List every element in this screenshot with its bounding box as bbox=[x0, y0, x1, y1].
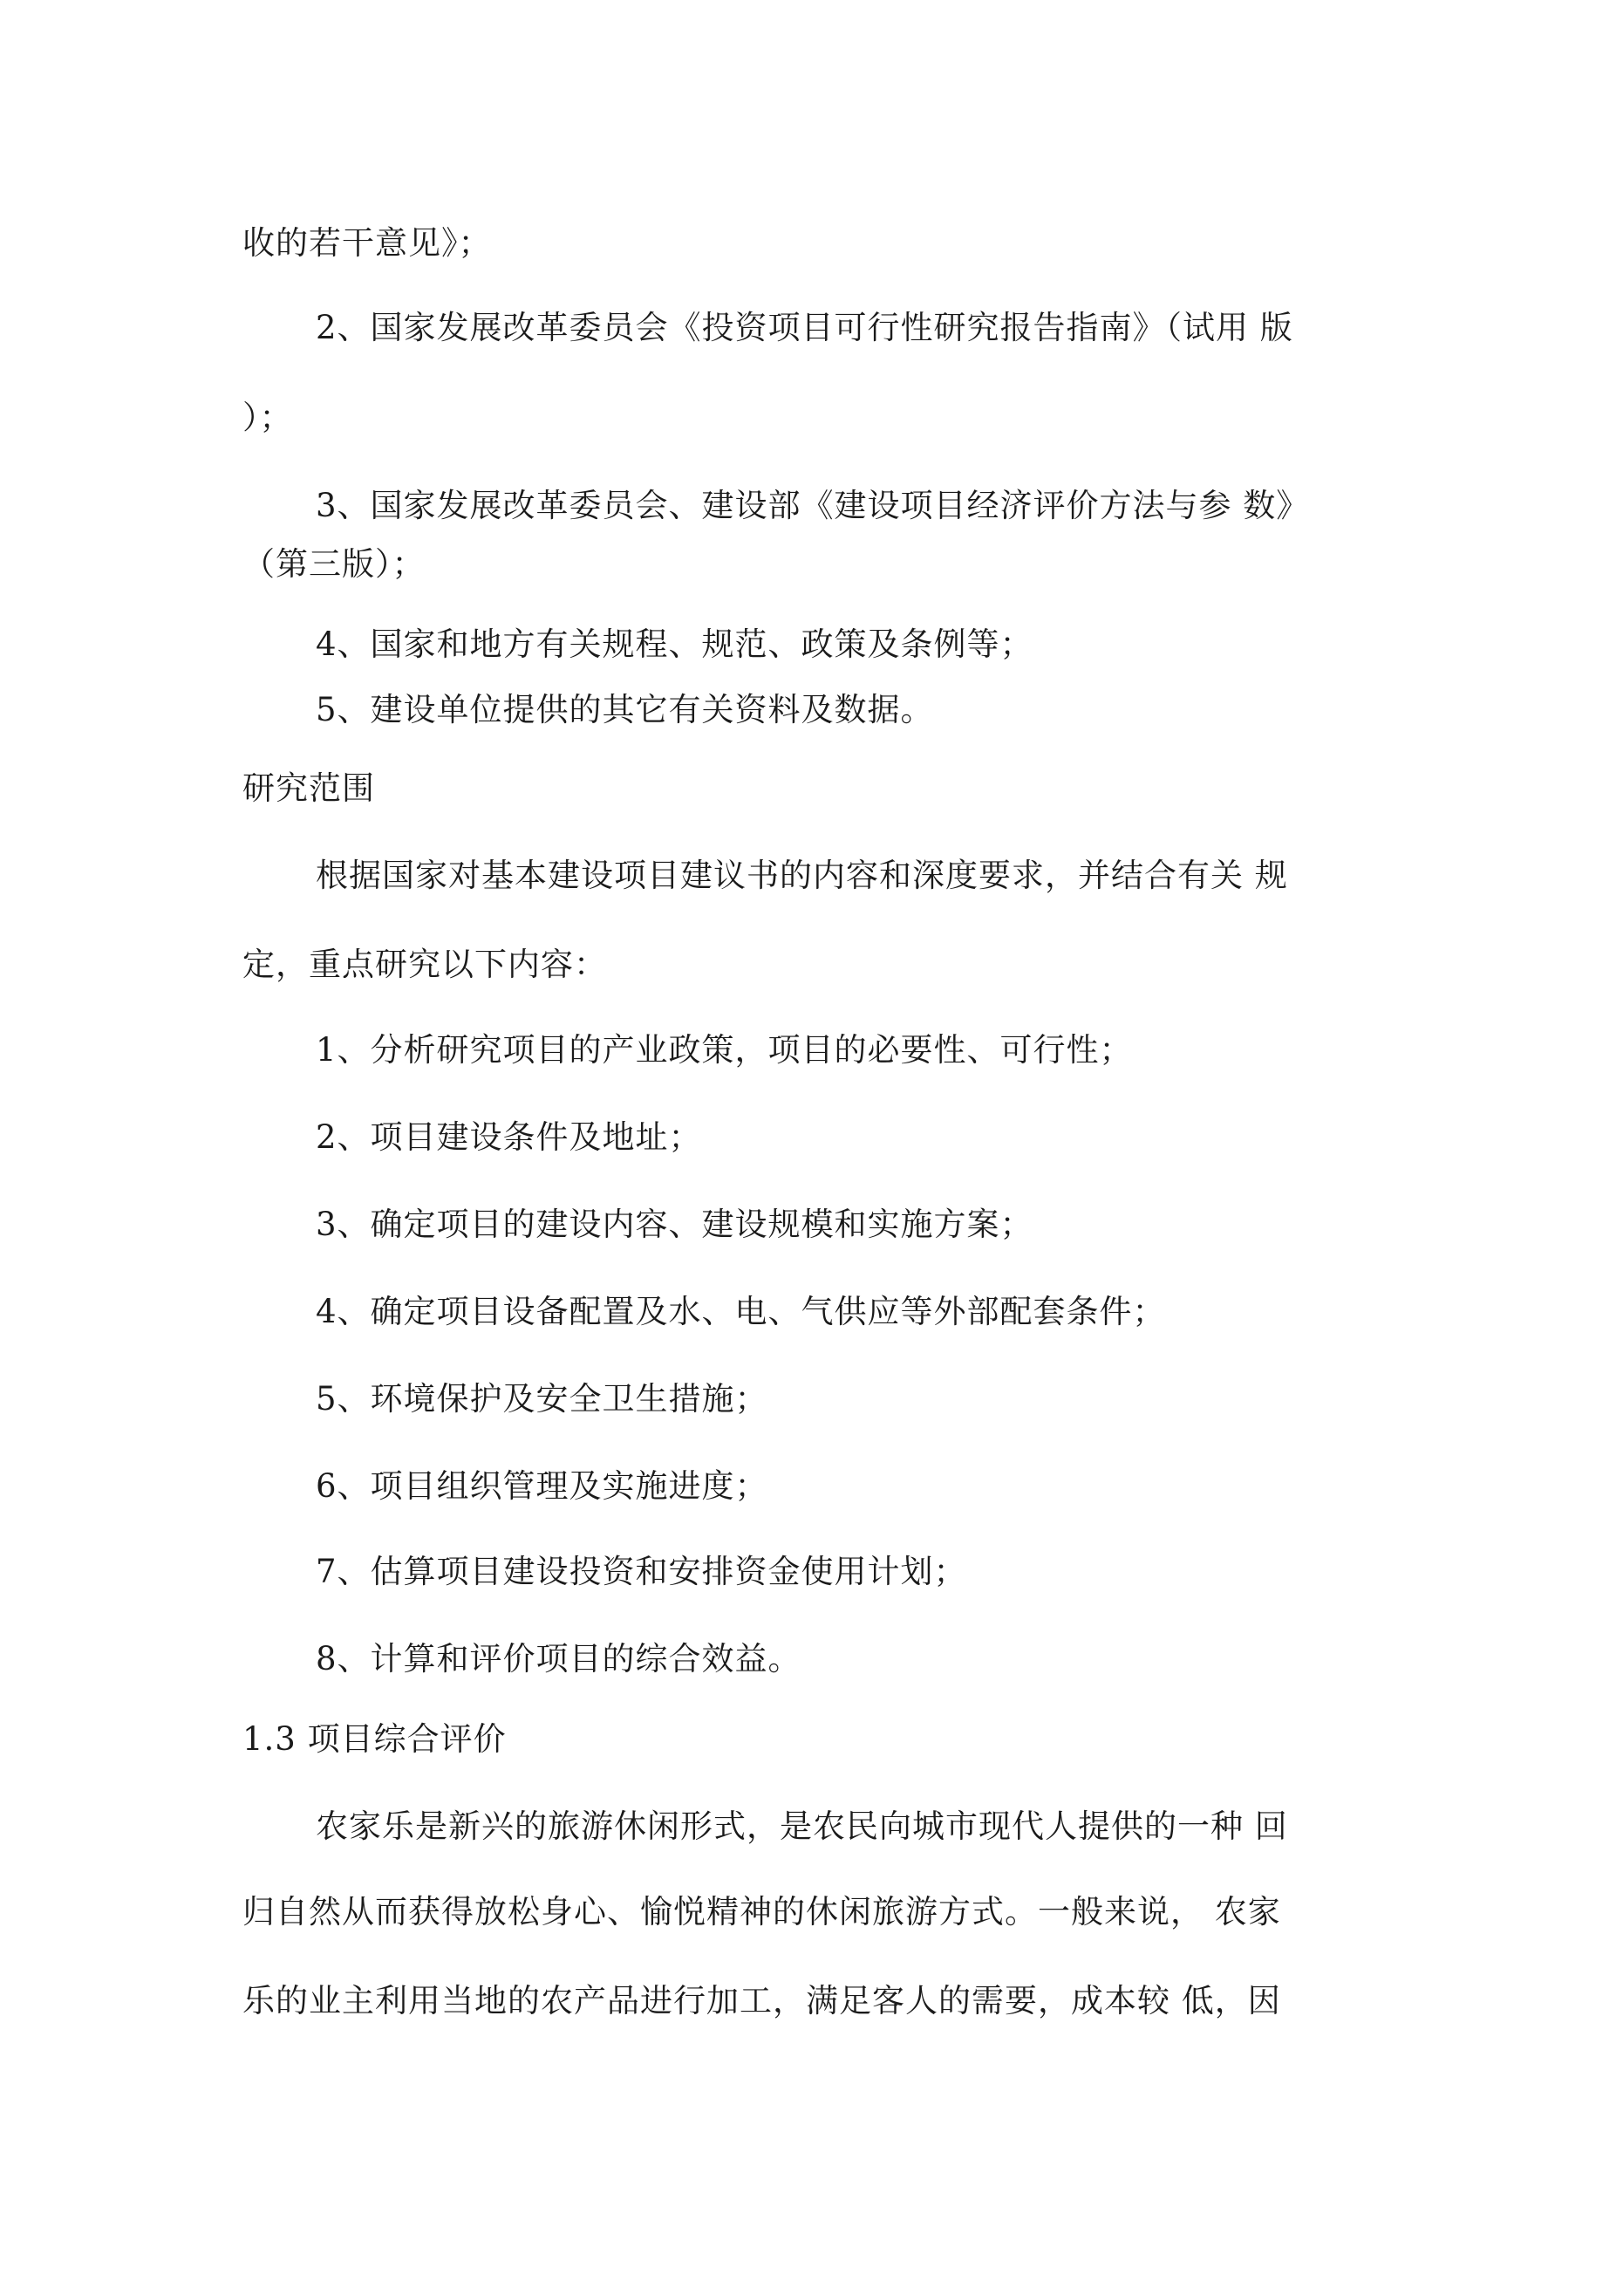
list-item-5: 5、环境保护及安全卫生措施； bbox=[316, 1380, 768, 1418]
text-line-7: 5、建设单位提供的其它有关资料及数据。 bbox=[316, 691, 934, 728]
list-item-4: 4、确定项目设备配置及水、电、气供应等外部配套条件； bbox=[316, 1293, 1166, 1330]
list-item-1: 1、分析研究项目的产业政策，项目的必要性、可行性； bbox=[316, 1031, 1133, 1069]
text-line-21: 归自然从而获得放松身心、愉悦精神的休闲旅游方式。一般来说， 农家 bbox=[242, 1893, 1281, 1930]
text-line-1: 收的若干意见》； bbox=[242, 224, 492, 262]
text-line-9: 根据国家对基本建设项目建议书的内容和深度要求，并结合有关 规 bbox=[316, 857, 1288, 894]
text-line-2: 2、国家发展改革委员会《投资项目可行性研究报告指南》（试用 版 bbox=[316, 309, 1293, 346]
text-line-20: 农家乐是新兴的旅游休闲形式，是农民向城市现代人提供的一种 回 bbox=[316, 1807, 1288, 1845]
text-line-6: 4、国家和地方有关规程、规范、政策及条例等； bbox=[316, 625, 1033, 663]
list-item-3: 3、确定项目的建设内容、建设规模和实施方案； bbox=[316, 1206, 1033, 1243]
text-line-22: 乐的业主利用当地的农产品进行加工，满足客人的需要，成本较 低，因 bbox=[242, 1982, 1281, 2019]
section-heading-research-scope: 研究范围 bbox=[242, 769, 375, 807]
list-item-2: 2、项目建设条件及地址； bbox=[316, 1118, 702, 1156]
section-heading-1-3: 1.3 项目综合评价 bbox=[242, 1720, 507, 1758]
list-item-8: 8、计算和评价项目的综合效益。 bbox=[316, 1640, 801, 1678]
text-line-10: 定，重点研究以下内容： bbox=[242, 946, 607, 983]
text-line-5: （第三版）； bbox=[242, 545, 426, 583]
text-line-3: ）； bbox=[242, 399, 293, 436]
list-item-6: 6、项目组织管理及实施进度； bbox=[316, 1467, 768, 1505]
list-item-7: 7、估算项目建设投资和安排资金使用计划； bbox=[316, 1553, 967, 1590]
text-line-4: 3、国家发展改革委员会、建设部《建设项目经济评价方法与参 数》 bbox=[316, 487, 1310, 524]
